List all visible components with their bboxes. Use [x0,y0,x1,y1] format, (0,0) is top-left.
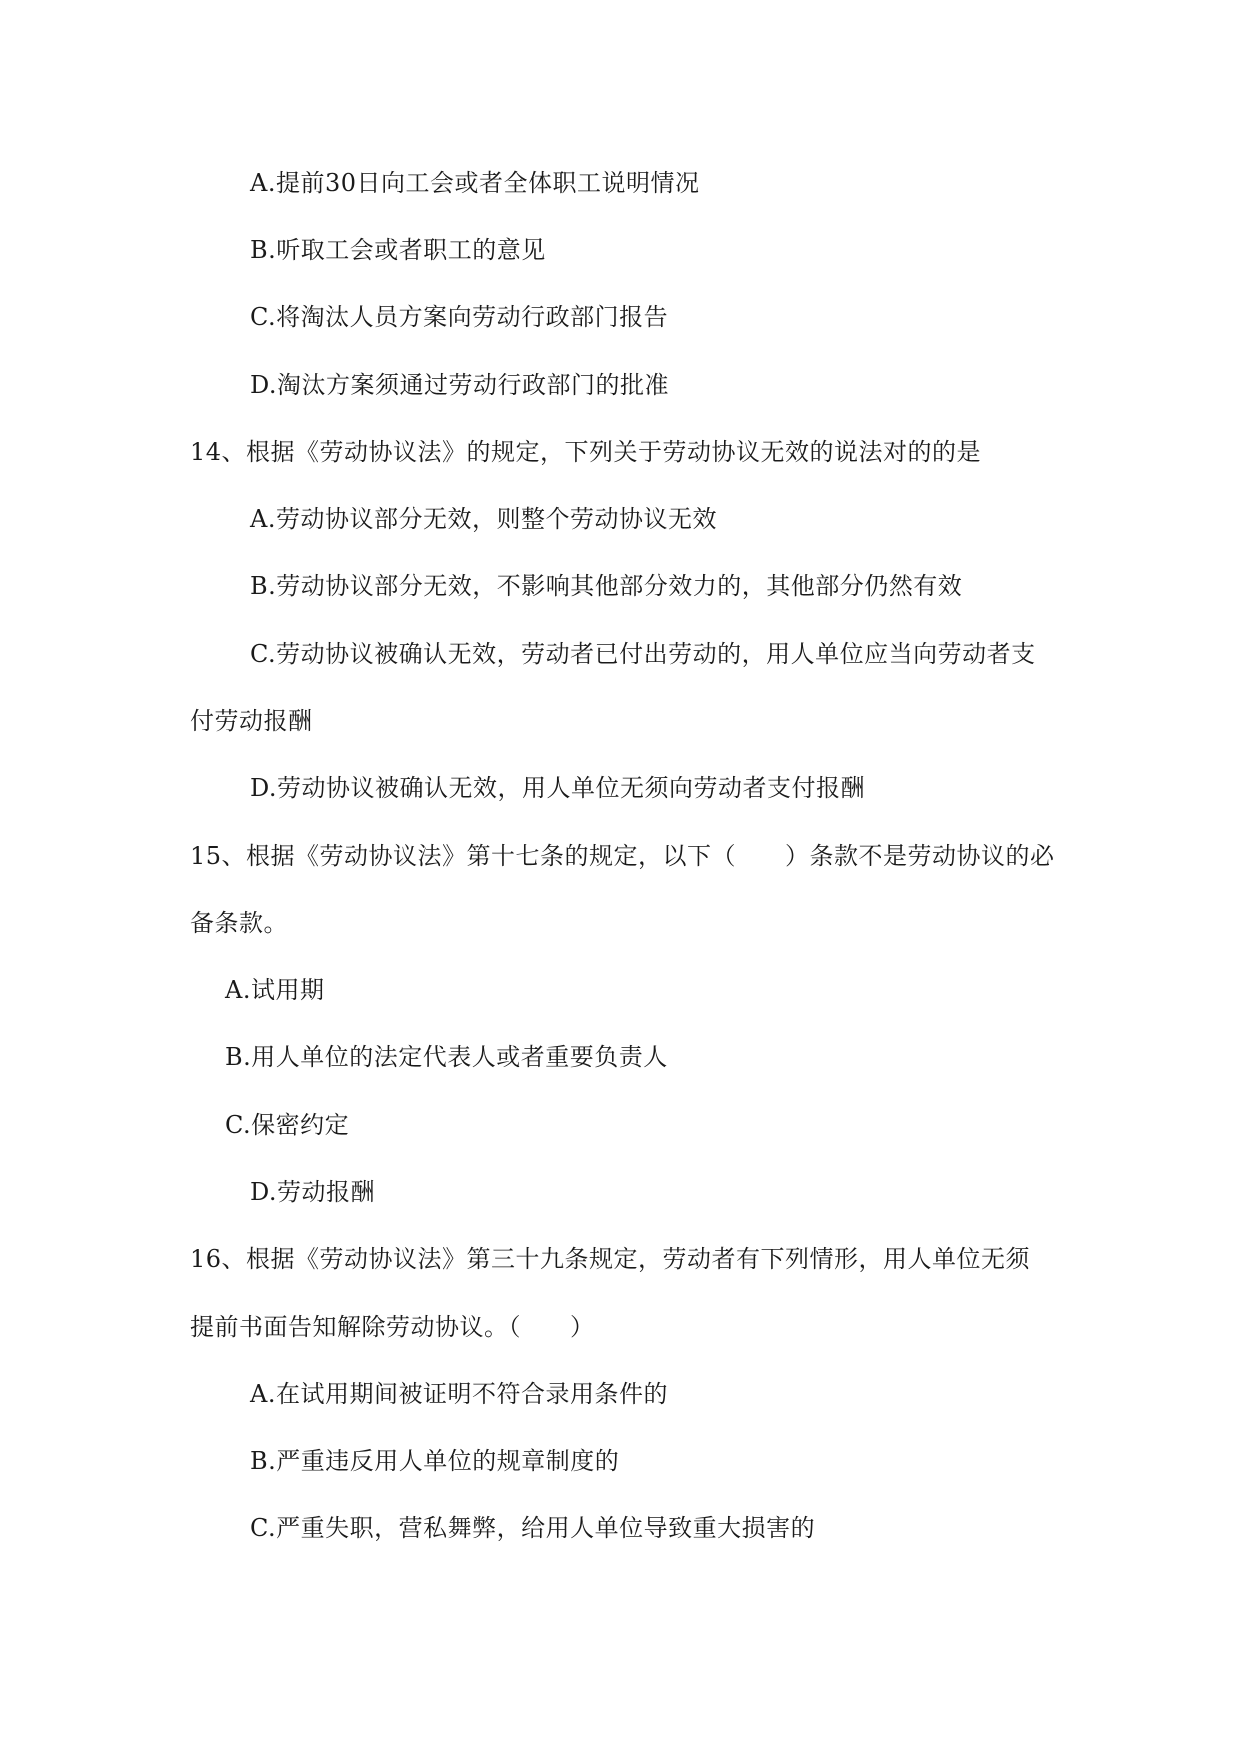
q16-option-b: B.严重违反用人单位的规章制度的 [250,1447,620,1475]
q16-option-c: C.严重失职，营私舞弊，给用人单位导致重大损害的 [250,1514,816,1542]
q14-option-b: B.劳动协议部分无效，不影响其他部分效力的，其他部分仍然有效 [250,572,963,600]
q14-option-c-line2: 付劳动报酬 [190,707,313,735]
q13-option-a: A.提前30日向工会或者全体职工说明情况 [250,169,700,197]
q15-option-b: B.用人单位的法定代表人或者重要负责人 [225,1043,668,1071]
q16-option-a: A.在试用期间被证明不符合录用条件的 [250,1380,668,1408]
q15-option-c: C.保密约定 [225,1111,350,1139]
q15-option-d: D.劳动报酬 [250,1178,376,1206]
question-15-line1: 15、根据《劳动协议法》第十七条的规定，以下（ ）条款不是劳动协议的必 [190,842,1055,870]
q15-option-a: A.试用期 [225,976,325,1004]
q14-option-a: A.劳动协议部分无效，则整个劳动协议无效 [250,505,717,533]
question-16-line1: 16、根据《劳动协议法》第三十九条规定，劳动者有下列情形，用人单位无须 [190,1245,1031,1273]
question-15-line2: 备条款。 [190,909,288,937]
q13-option-d: D.淘汰方案须通过劳动行政部门的批准 [250,371,670,399]
q13-option-c: C.将淘汰人员方案向劳动行政部门报告 [250,303,669,331]
question-16-line2: 提前书面告知解除劳动协议。（ ） [190,1313,595,1341]
question-14: 14、根据《劳动协议法》的规定，下列关于劳动协议无效的说法对的的是 [190,438,982,466]
q14-option-d: D.劳动协议被确认无效，用人单位无须向劳动者支付报酬 [250,774,866,802]
q13-option-b: B.听取工会或者职工的意见 [250,236,546,264]
q14-option-c-line1: C.劳动协议被确认无效，劳动者已付出劳动的，用人单位应当向劳动者支 [250,640,1036,668]
